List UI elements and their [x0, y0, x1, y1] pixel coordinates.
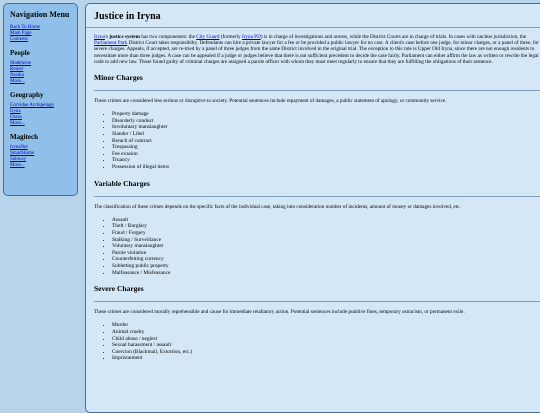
link-iryna[interactable]: Iryna — [94, 34, 105, 40]
section-description: These crimes are considered morally reprehensible and cause for immediate retaliatory action. Potential sentences include punitive fines, temporary ostracism, or permanent exile. — [94, 309, 465, 316]
list-item — [10, 121, 71, 127]
list-item: • Voluntary manslaughter — [112, 243, 540, 250]
list-item: • Coercion (Blackmail, Extortion, etc.) — [112, 349, 540, 356]
sidebar-link-nesika[interactable]: Nesika — [10, 73, 24, 78]
section-heading-minor-charges: Minor Charges — [94, 73, 540, 91]
list-item — [10, 37, 71, 43]
sidebar-heading-geography: Geography — [10, 91, 44, 99]
sidebar-link-magitech-more[interactable]: More... — [10, 163, 25, 168]
sidebar-people-list — [10, 61, 71, 85]
sidebar-heading-magitech: Magitech — [10, 133, 38, 141]
intro-text: 's — [104, 34, 110, 40]
sidebar-link-main-page[interactable]: Main Page — [10, 31, 32, 36]
sidebar-link-madeleine[interactable]: Madeleine — [10, 61, 32, 66]
sidebar-nav-list — [10, 25, 71, 43]
sidebar-link-smarthome[interactable]: SmartHome — [10, 151, 35, 156]
sidebar-link-contents[interactable]: Contents — [10, 37, 28, 42]
list-item — [10, 79, 71, 85]
intro-text: (formerly — [219, 34, 242, 40]
list-item: • Assault — [112, 217, 540, 224]
intro-text: ) is in charge of investigations and arrests, while the District Courts are in charge of trials. In cases with unclear jurisdiction, the — [260, 34, 527, 40]
page-title: Justice in Iryna — [86, 4, 540, 28]
list-item: • Property damage — [112, 111, 540, 118]
list-item: • Sexual harassment / assault — [112, 342, 540, 349]
list-item: • Child abuse / neglect — [112, 336, 540, 343]
sidebar-geography-list — [10, 103, 71, 127]
intro-text: District Court takes responsibilty. Defendants can hire a private lawyer for a fee or be provided a public lawyer for no cost. A client's case before one judge, for minor charges, or a panel of three, for severe charges. Appeals, if accepted, are re-tried by a panel of three judges from the same District involved in the original trial. The exception to this rule is Upper Old Iryna, since there are not enough residents to necessitate more than three judges. A case can be appealed if a judge or judges believe that there is not sufficient precedent to decide the case fairly. Parliament can either affirm the law as written or rewrite the legal code to add new law. Those found guilty of criminal charges are assigned a parole officer with whom they must meet regularly to ensure that they are fulfilling the obligations of their sentence. — [94, 40, 539, 65]
sidebar-link-back-to-home[interactable]: Back To Home — [10, 25, 41, 30]
list-item: • Possession of illegal items — [112, 164, 540, 171]
link-iryna-pd[interactable]: Iryna PD — [241, 34, 261, 40]
sidebar-link-geography-more[interactable]: More... — [10, 121, 25, 126]
list-item: • Slander / Libel — [112, 131, 540, 138]
list-item — [10, 163, 71, 169]
list-item: • Animal cruelty — [112, 329, 540, 336]
article-body — [86, 34, 540, 362]
list-item: • Subletting public property — [112, 263, 540, 270]
severe-charges-list — [94, 322, 540, 362]
variable-charges-list — [94, 217, 540, 276]
sidebar-link-irynanet[interactable]: IrynaNet — [10, 145, 28, 150]
link-parliament-park[interactable]: Parliament Park — [94, 40, 128, 47]
minor-charges-list — [94, 111, 540, 170]
sidebar — [3, 3, 78, 196]
sidebar-link-subway[interactable]: Subway — [10, 157, 27, 162]
list-item: • Trespassing — [112, 144, 540, 151]
sidebar-link-corvidae-archipelago[interactable]: Corvidae Archipelago — [10, 103, 55, 108]
section-heading-variable-charges: Variable Charges — [94, 179, 540, 197]
list-item: • Involuntary manslaughter — [112, 124, 540, 131]
intro-text: has two componenets: the — [139, 34, 197, 40]
list-item: • Counterfeiting currency — [112, 256, 540, 263]
sidebar-link-oraxs[interactable]: Oraxs — [10, 115, 22, 120]
list-item: • Parole violation — [112, 250, 540, 257]
sidebar-title: Navigation Menu — [10, 10, 70, 19]
main-content — [85, 3, 540, 413]
sidebar-heading-people: People — [10, 49, 30, 57]
sidebar-link-iryna[interactable]: Iryna — [10, 109, 21, 114]
link-city-guard[interactable]: City Guard — [196, 34, 220, 40]
list-item: • Disorderly conduct — [112, 118, 540, 125]
sidebar-link-reiner[interactable]: Reiner — [10, 67, 24, 72]
list-item: • Fee evasion — [112, 151, 540, 158]
section-description: The classification of these crimes depends on the specific facts of the individual case, taking into consideration number of incidents, amount of money or damages involved, etc. — [94, 203, 461, 210]
list-item: • Theft / Burglary — [112, 223, 540, 230]
section-heading-severe-charges: Severe Charges — [94, 284, 540, 302]
list-item: • Stalking / Surveillance — [112, 237, 540, 244]
sidebar-link-people-more[interactable]: More... — [10, 79, 25, 84]
list-item: • Truancy — [112, 157, 540, 164]
intro-bold-term: justice system — [109, 34, 140, 40]
list-item: • Breach of contract — [112, 138, 540, 145]
intro-paragraph — [94, 34, 540, 65]
list-item: • Malfeasance / Misfeasance — [112, 270, 540, 277]
list-item: • Fraud / Forgery — [112, 230, 540, 237]
section-description: These crimes are considered less serious or disruptive to society. Potential sentences include repayment of damages, a public statement of apology, or community service. — [94, 98, 447, 105]
list-item: • Murder — [112, 322, 540, 329]
sidebar-magitech-list — [10, 145, 71, 169]
list-item: • Imprisonment — [112, 355, 540, 362]
